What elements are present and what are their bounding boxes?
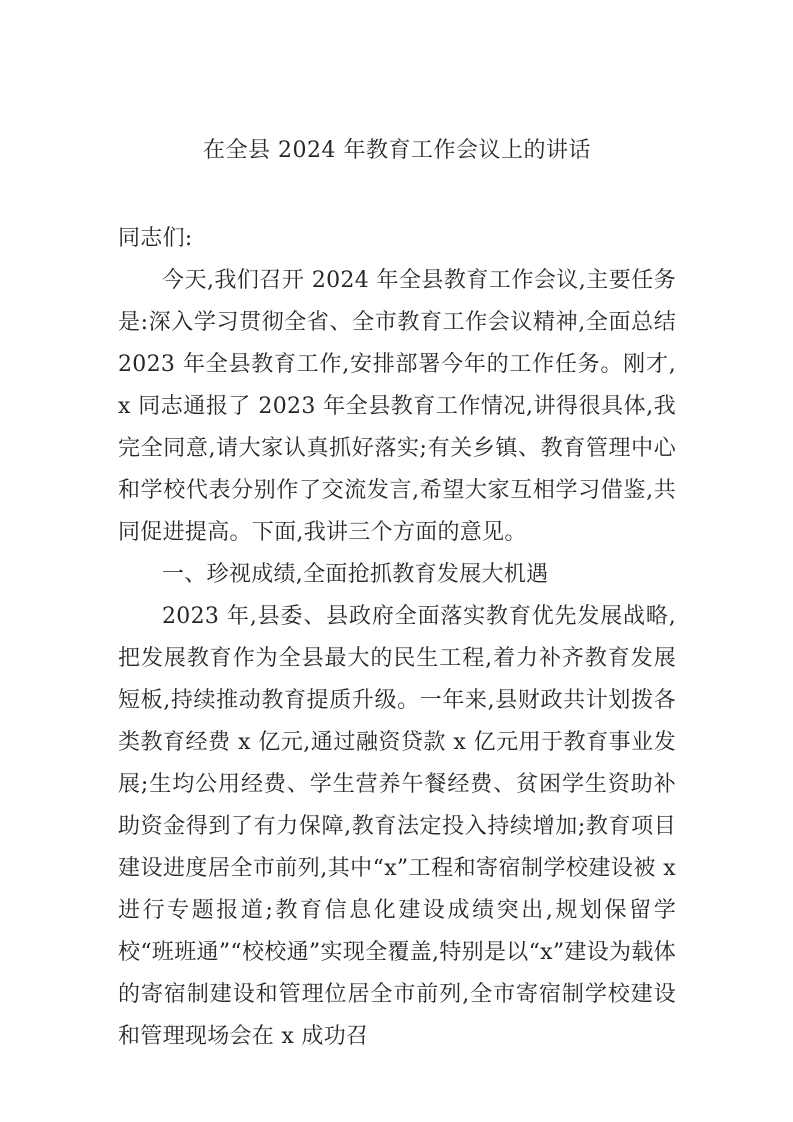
salutation: 同志们:	[118, 226, 193, 251]
paragraph-section-1-body: 2023 年,县委、县政府全面落实教育优先发展战略,把发展教育作为全县最大的民生工程,着力补齐教育发展短板,持续推动教育提质升级。一年来,县财政共计划拨各类教育经费 x 亿元,通过融资贷款 x 亿元用于教育事业发展;生均公用经费、学生营养午餐经费、贫困学生资助补助资金得到了有力保障,教育法定投入持续增加;教育项目建设进度居全市前列,其中“x”工程和寄宿制学校建设被 x 进行专题报道;教育信息化建设成绩突出,规划保留学校“班班通”“校校通”实现全覆盖,特别是以“x”建设为载体的寄宿制建设和管理位居全市前列,全市寄宿制学校建设和管理现场会在 x 成功召	[118, 604, 676, 1049]
title-body-gap	[118, 172, 676, 218]
document-page	[118, 0, 676, 1058]
paragraph-opening: 今天,我们召开 2024 年全县教育工作会议,主要任务是:深入学习贯彻全省、全市教育工作会议精神,全面总结 2023 年全县教育工作,安排部署今年的工作任务。刚才,x 同志通报了 2023 年全县教育工作情况,讲得很具体,我完全同意,请大家认真抓好落实;有关乡镇、教育管理中心和学校代表分别作了交流发言,希望大家互相学习借鉴,共同促进提高。下面,我讲三个方面的意见。	[118, 268, 676, 545]
section-heading-1: 一、珍视成绩,全面抢抓教育发展大机遇	[162, 562, 549, 587]
document-title: 在全县 2024 年教育工作会议上的讲话	[203, 138, 591, 163]
